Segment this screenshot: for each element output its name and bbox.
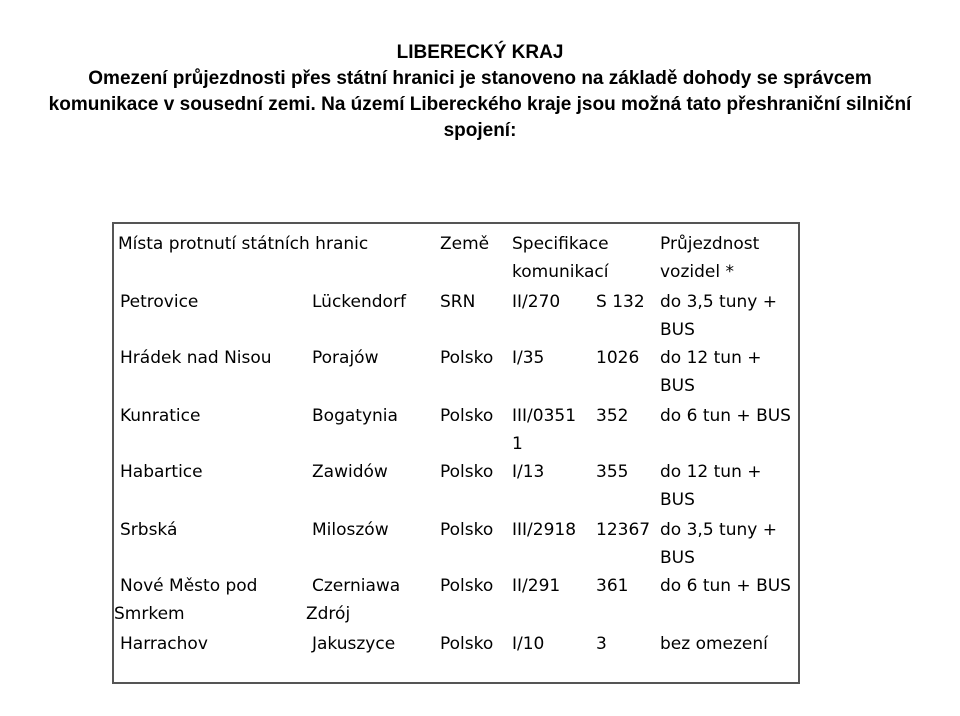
cell-country: Polsko	[440, 348, 494, 368]
cell-country: Polsko	[440, 634, 494, 654]
column-header-country: Země	[440, 234, 490, 254]
column-header-pass-line1: Průjezdnost	[660, 234, 760, 254]
cell-country: Polsko	[440, 462, 494, 482]
cell-road-line2: 1	[512, 434, 523, 454]
cell-limit	[660, 458, 762, 514]
cell-foreign-place: Porajów	[312, 348, 379, 368]
cell-limit-line1: do 12 tun +	[660, 462, 762, 482]
cell-cz-place-line1: Nové Město pod	[120, 576, 258, 596]
cell-code: S 132	[596, 292, 645, 312]
intro-text: Omezení průjezdnosti přes státní hranici je stanoveno na základě dohody se správcem komunikace v sousední zemi. Na území Libereckého kraje jsou možná tato přeshraniční silniční spojení:	[48, 68, 912, 141]
region-title: LIBERECKÝ KRAJ	[396, 42, 564, 63]
cell-code: 361	[596, 576, 629, 596]
cell-road: III/2918	[512, 520, 577, 540]
cell-road: I/10	[512, 634, 545, 654]
cell-limit-line1: do 3,5 tuny +	[660, 520, 777, 540]
cell-foreign-place-line1: Czerniawa	[312, 576, 401, 596]
cell-limit	[660, 516, 777, 572]
cell-cz-place: Harrachov	[120, 634, 208, 654]
cell-limit-line1: do 12 tun +	[660, 348, 762, 368]
cell-limit: bez omezení	[660, 634, 768, 654]
cell-code: 12367	[596, 520, 651, 540]
cell-country: Polsko	[440, 520, 494, 540]
border-crossings-table	[112, 222, 800, 684]
cell-code: 355	[596, 462, 629, 482]
cell-road: II/291	[512, 576, 561, 596]
cell-limit-line2: BUS	[660, 490, 695, 510]
document-header	[40, 40, 920, 144]
column-header-spec-line1: Specifikace	[512, 234, 609, 254]
cell-road: II/270	[512, 292, 561, 312]
column-header-pass	[660, 230, 759, 286]
cell-limit-line2: BUS	[660, 320, 695, 340]
cell-code: 3	[596, 634, 607, 654]
cell-cz-place	[114, 572, 257, 628]
cell-foreign-place: Zawidów	[312, 462, 388, 482]
cell-code: 1026	[596, 348, 640, 368]
cell-limit: do 6 tun + BUS	[660, 576, 791, 596]
cell-limit	[660, 344, 762, 400]
cell-foreign-place: Miloszów	[312, 520, 389, 540]
cell-limit: do 6 tun + BUS	[660, 406, 791, 426]
cell-limit-line2: BUS	[660, 548, 695, 568]
cell-cz-place: Habartice	[120, 462, 203, 482]
column-header-pass-line2: vozidel *	[660, 262, 734, 282]
cell-limit-line2: BUS	[660, 376, 695, 396]
cell-code: 352	[596, 406, 629, 426]
cell-road: I/13	[512, 462, 545, 482]
cell-road	[512, 402, 576, 458]
cell-foreign-place: Lückendorf	[312, 292, 406, 312]
column-header-place: Místa protnutí státních hranic	[118, 234, 369, 254]
cell-road: I/35	[512, 348, 545, 368]
cell-cz-place: Hrádek nad Nisou	[120, 348, 272, 368]
cell-cz-place: Petrovice	[120, 292, 199, 312]
cell-cz-place-line2: Smrkem	[114, 604, 185, 624]
cell-cz-place: Srbská	[120, 520, 178, 540]
cell-country: Polsko	[440, 576, 494, 596]
cell-foreign-place: Jakuszyce	[312, 634, 396, 654]
cell-country: Polsko	[440, 406, 494, 426]
cell-foreign-place: Bogatynia	[312, 406, 398, 426]
cell-foreign-place-line2: Zdrój	[306, 604, 351, 624]
cell-cz-place: Kunratice	[120, 406, 201, 426]
cell-foreign-place	[306, 572, 400, 628]
cell-country: SRN	[440, 292, 476, 312]
cell-limit	[660, 288, 777, 344]
column-header-spec-line2: komunikací	[512, 262, 609, 282]
cell-limit-line1: do 3,5 tuny +	[660, 292, 777, 312]
cell-road-line1: III/0351	[512, 406, 577, 426]
column-header-spec	[512, 230, 609, 286]
